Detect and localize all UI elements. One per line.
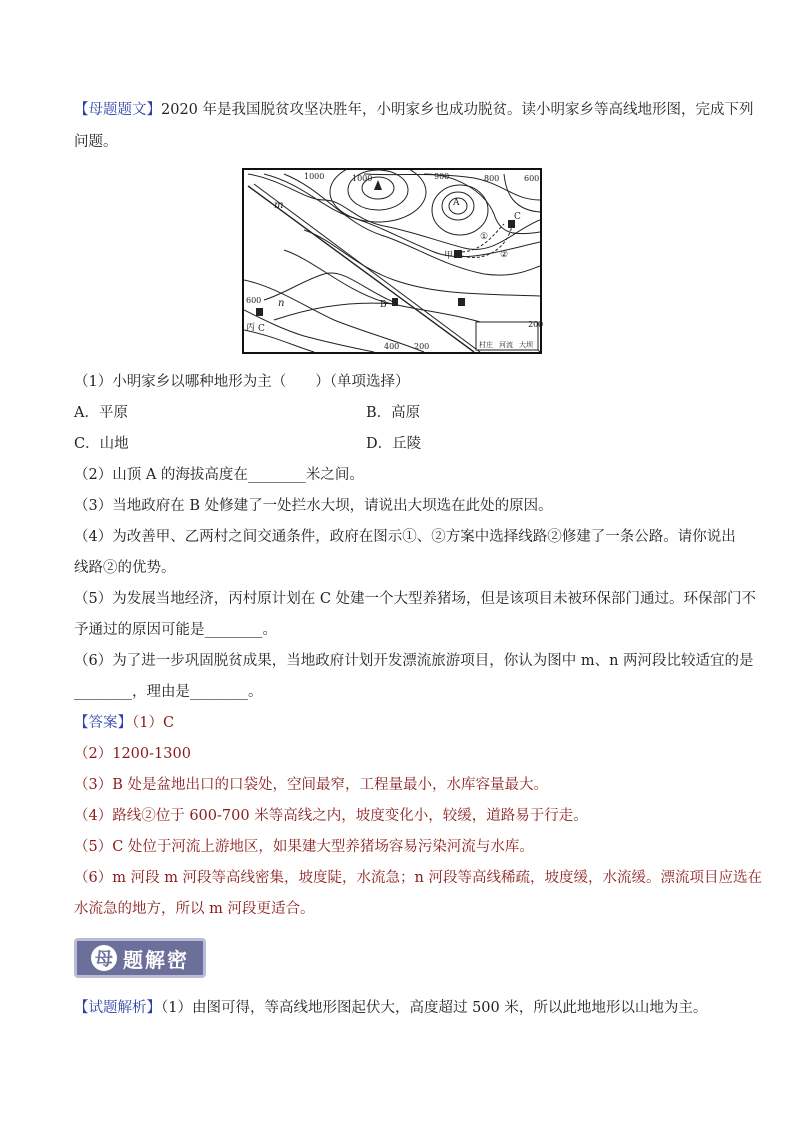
contour-label: 600 bbox=[246, 296, 262, 305]
village-jia-label: 甲 bbox=[444, 251, 454, 261]
river-m-label: m bbox=[274, 200, 284, 211]
peak-a-label: A bbox=[453, 198, 460, 208]
answer-2: （2）1200-1300 bbox=[74, 746, 191, 762]
answer-6-line2: 水流急的地方，所以 m 河段更适合。 bbox=[74, 901, 315, 917]
contour-label: 200 bbox=[528, 320, 544, 329]
river-n-label: n bbox=[278, 298, 285, 309]
contour-label: 400 bbox=[384, 342, 400, 351]
option-b: B．高原 bbox=[366, 405, 421, 421]
question-5-line2: 予通过的原因可能是________。 bbox=[74, 622, 277, 638]
contour-label: 1000 bbox=[304, 172, 325, 181]
question-5-line1: （5）为发展当地经济，丙村原计划在 C 处建一个大型养猪场，但是该项目未被环保部门通过。环保部门不 bbox=[74, 591, 757, 607]
village-icon bbox=[454, 250, 462, 258]
contour-map bbox=[242, 168, 542, 354]
route-2-label: ② bbox=[500, 250, 509, 260]
village-bing-label: 丙 bbox=[246, 323, 256, 333]
contour-label: 600 bbox=[524, 174, 540, 183]
village-icon bbox=[458, 298, 465, 306]
answer-1: （1）C bbox=[132, 715, 175, 731]
question-6-line2: ________，理由是________。 bbox=[74, 684, 263, 700]
answer-6-line1: （6）m 河段 m 河段等高线密集，坡度陡，水流急；n 河段等高线稀疏，坡度缓，水流缓。漂流项目应选在 bbox=[74, 870, 762, 886]
option-c: C．山地 bbox=[74, 436, 129, 452]
badge-title: 题解密 bbox=[123, 947, 189, 972]
route-1-label: ① bbox=[480, 232, 489, 242]
question-intro-line1 bbox=[74, 100, 754, 120]
question-4-line2: 线路②的优势。 bbox=[74, 560, 176, 576]
badge-icon: 母 bbox=[91, 945, 117, 971]
option-d: D．丘陵 bbox=[366, 436, 422, 452]
village-icon bbox=[256, 308, 263, 316]
legend-village-label: 村庄 bbox=[479, 341, 493, 349]
question-3: （3）当地政府在 B 处修建了一处拦水大坝，请说出大坝选在此处的原因。 bbox=[74, 498, 553, 514]
answer-3: （3）B 处是盆地出口的口袋处，空间最窄，工程量最小，水库容量最大。 bbox=[74, 777, 548, 793]
intro-text: 2020 年是我国脱贫攻坚决胜年，小明家乡也成功脱贫。读小明家乡等高线地形图，完成下列 bbox=[161, 102, 754, 118]
analysis-line bbox=[74, 998, 707, 1018]
contour-label: 200 bbox=[414, 342, 430, 351]
answer-5: （5）C 处位于河流上游地区，如果建大型养猪场容易污染河流与水库。 bbox=[74, 839, 534, 855]
question-intro-line2: 问题。 bbox=[74, 134, 118, 150]
answer-4: （4）路线②位于 600-700 米等高线之内，坡度变化小，较缓，道路易于行走。 bbox=[74, 808, 588, 824]
dam-icon bbox=[392, 298, 398, 306]
point-c-label: C bbox=[258, 324, 265, 334]
answer-line-1 bbox=[74, 713, 174, 733]
contour-map-svg bbox=[244, 170, 540, 352]
point-c-label: C bbox=[514, 212, 521, 222]
section-badge bbox=[74, 938, 206, 978]
contour-label: 900 bbox=[434, 172, 450, 181]
contour-label: 800 bbox=[484, 174, 500, 183]
analysis-text: （1）由图可得，等高线地形图起伏大，高度超过 500 米，所以此地地形以山地为主。 bbox=[161, 1000, 708, 1016]
question-6-line1: （6）为了进一步巩固脱贫成果，当地政府计划开发漂流旅游项目，你认为图中 m、n 两河段比较适宜的是 bbox=[74, 653, 754, 669]
legend-river-label: 河流 bbox=[499, 341, 513, 349]
option-a: A．平原 bbox=[74, 405, 128, 421]
question-4-line1: （4）为改善甲、乙两村之间交通条件，政府在图示①、②方案中选择线路②修建了一条公路。请你说出 bbox=[74, 529, 736, 545]
question-1: （1）小明家乡以哪种地形为主（ ）（单项选择） bbox=[74, 374, 410, 390]
intro-tag: 【母题题文】 bbox=[74, 102, 161, 118]
contour-label: 1000 bbox=[352, 174, 373, 183]
answer-tag: 【答案】 bbox=[74, 715, 132, 731]
analysis-tag: 【试题解析】 bbox=[74, 1000, 161, 1016]
legend-dam-label: 大坝 bbox=[519, 341, 533, 349]
point-b-label: B bbox=[380, 300, 387, 310]
question-2: （2）山顶 A 的海拔高度在________米之间。 bbox=[74, 467, 364, 483]
